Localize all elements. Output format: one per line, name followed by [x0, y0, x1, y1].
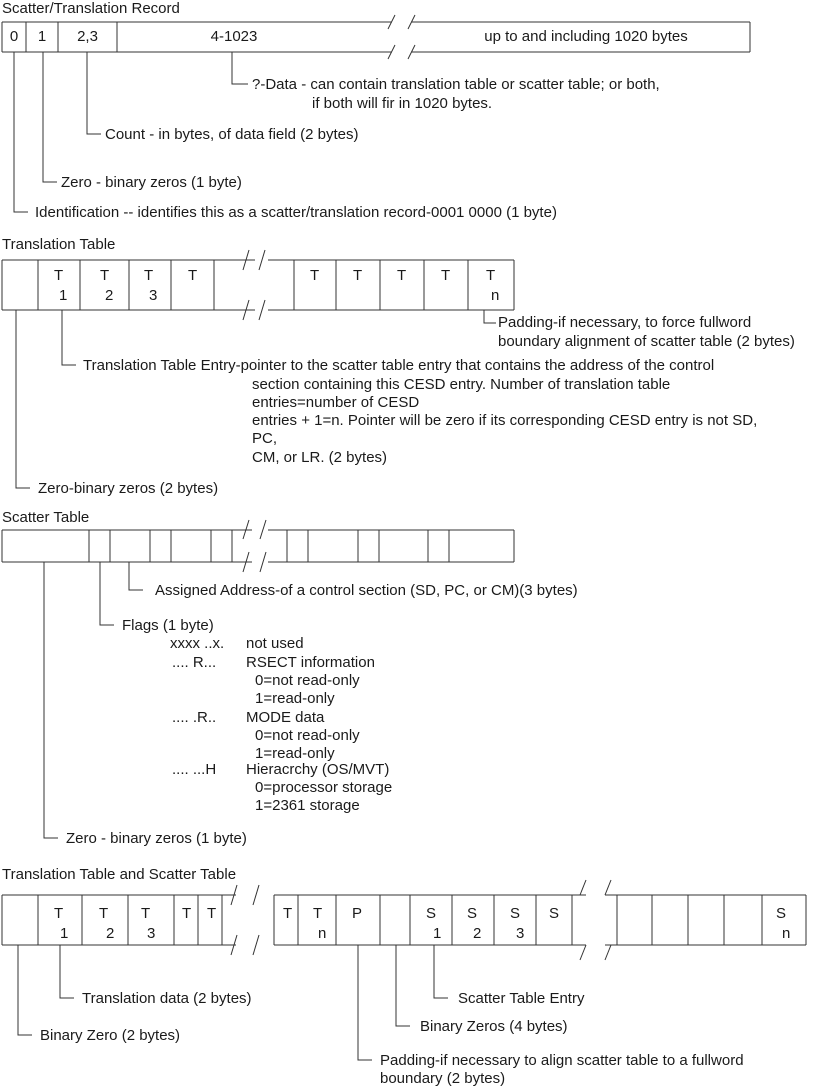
- scatter-flag-1-desc: not used: [246, 635, 304, 652]
- scatter-title: Scatter Table: [2, 509, 90, 526]
- record-cell-byte-0: 0: [9, 28, 19, 45]
- translation-entry-6: CM, or LR. (2 bytes): [252, 449, 388, 466]
- scatter-zero-note: Zero - binary zeros (1 byte): [66, 830, 247, 847]
- translation-padding-1: Padding-if necessary, to force fullword: [498, 314, 752, 331]
- record-id-note: Identification -- identifies this as a scatter/translation record-0001 0000 (1 byte): [35, 204, 557, 221]
- combined-padding-p: P: [352, 905, 363, 922]
- record-count-note: Count - in bytes, of data field (2 bytes): [105, 126, 359, 143]
- combined-t-2: T: [99, 905, 109, 922]
- combined-t-sub-3: 3: [147, 925, 156, 942]
- translation-t-5: T: [310, 267, 320, 284]
- translation-sub-2: 2: [105, 287, 114, 304]
- combined-s-sub-3: 3: [516, 925, 525, 942]
- record-cell-bytes-2-3: 2,3: [77, 28, 98, 45]
- combined-s-2: S: [467, 905, 478, 922]
- combined-padding-2: boundary (2 bytes): [380, 1070, 506, 1087]
- scatter-flag-4-bits: .... ...H: [172, 761, 217, 778]
- combined-t-sub-2: 2: [106, 925, 115, 942]
- combined-scatter-entry-note: Scatter Table Entry: [458, 990, 585, 1007]
- translation-entry-2: section containing this CESD entry. Number of translation table: [252, 376, 671, 393]
- combined-binary-zero-note: Binary Zero (2 bytes): [40, 1027, 181, 1044]
- translation-t-8: T: [441, 267, 451, 284]
- combined-binary-zeros-note: Binary Zeros (4 bytes): [420, 1018, 568, 1035]
- combined-boxes: [2, 880, 806, 960]
- combined-t-sub-n: n: [318, 925, 327, 942]
- scatter-boxes: [2, 520, 514, 572]
- combined-translation-note: Translation data (2 bytes): [82, 990, 252, 1007]
- translation-entry-1: Translation Table Entry-pointer to the scatter table entry that contains the address of the control: [83, 357, 715, 374]
- record-cell-data-length: up to and including 1020 bytes: [484, 28, 688, 45]
- combined-s-sub-1: 1: [433, 925, 442, 942]
- scatter-flags-title: Flags (1 byte): [122, 617, 214, 634]
- scatter-flag-3-bits: .... .R..: [172, 709, 217, 726]
- translation-sub-3: 3: [149, 287, 158, 304]
- scatter-flag-1-bits: xxxx ..x.: [170, 635, 225, 652]
- combined-t-n: T: [313, 905, 323, 922]
- combined-t-5: T: [207, 905, 217, 922]
- combined-s-3: S: [510, 905, 521, 922]
- scatter-flag-2-bits: .... R...: [172, 654, 217, 671]
- translation-t-n: T: [486, 267, 496, 284]
- combined-s-sub-2: 2: [473, 925, 482, 942]
- combined-s-1: S: [426, 905, 437, 922]
- translation-t-7: T: [397, 267, 407, 284]
- scatter-flag-3-desc: MODE data: [246, 709, 325, 726]
- translation-entry-4: entries + 1=n. Pointer will be zero if its corresponding CESD entry is not SD,: [252, 412, 758, 429]
- record-title: Scatter/Translation Record: [2, 0, 180, 17]
- record-data-note-1: ?-Data - can contain translation table or scatter table; or both,: [252, 76, 660, 93]
- translation-t-6: T: [353, 267, 363, 284]
- scatter-flag-4-value-0: 0=processor storage: [255, 779, 393, 796]
- scatter-flag-3-value-0: 0=not read-only: [255, 727, 360, 744]
- translation-zero-note: Zero-binary zeros (2 bytes): [38, 480, 219, 497]
- scatter-flag-4-value-1: 1=2361 storage: [255, 797, 360, 814]
- scatter-flag-4-desc: Hieracrchy (OS/MVT): [246, 761, 390, 778]
- scatter-flag-3-value-1: 1=read-only: [255, 745, 335, 762]
- combined-t-4: T: [182, 905, 192, 922]
- scatter-leaders: [44, 562, 143, 838]
- record-zero-note: Zero - binary zeros (1 byte): [61, 174, 242, 191]
- translation-boxes: [2, 250, 514, 320]
- combined-t-sub-1: 1: [60, 925, 69, 942]
- scatter-flag-2-value-0: 0=not read-only: [255, 672, 360, 689]
- combined-title: Translation Table and Scatter Table: [2, 866, 237, 883]
- translation-sub-n: n: [491, 287, 500, 304]
- record-cell-bytes-4-1023: 4-1023: [210, 28, 258, 45]
- translation-entry-5: PC,: [252, 430, 278, 447]
- translation-t-4: T: [188, 267, 198, 284]
- combined-s-n: S: [776, 905, 787, 922]
- combined-t-3: T: [141, 905, 151, 922]
- translation-t-2: T: [100, 267, 110, 284]
- record-cell-byte-1: 1: [37, 28, 47, 45]
- scatter-flag-2-value-1: 1=read-only: [255, 690, 335, 707]
- record-data-note-2: if both will fir in 1020 bytes.: [312, 95, 493, 112]
- combined-t-6: T: [283, 905, 293, 922]
- combined-t-1: T: [54, 905, 64, 922]
- translation-t-1: T: [54, 267, 64, 284]
- translation-t-3: T: [144, 267, 154, 284]
- translation-padding-2: boundary alignment of scatter table (2 bytes): [498, 333, 795, 350]
- translation-title: Translation Table: [2, 236, 116, 253]
- combined-s-sub-n: n: [782, 925, 791, 942]
- scatter-flag-2-desc: RSECT information: [246, 654, 375, 671]
- translation-sub-1: 1: [59, 287, 68, 304]
- scatter-assigned-note: Assigned Address-of a control section (SD, PC, or CM)(3 bytes): [155, 582, 578, 599]
- combined-s-4: S: [549, 905, 560, 922]
- combined-padding-1: Padding-if necessary to align scatter table to a fullword: [380, 1052, 744, 1069]
- translation-entry-3: entries=number of CESD: [252, 394, 420, 411]
